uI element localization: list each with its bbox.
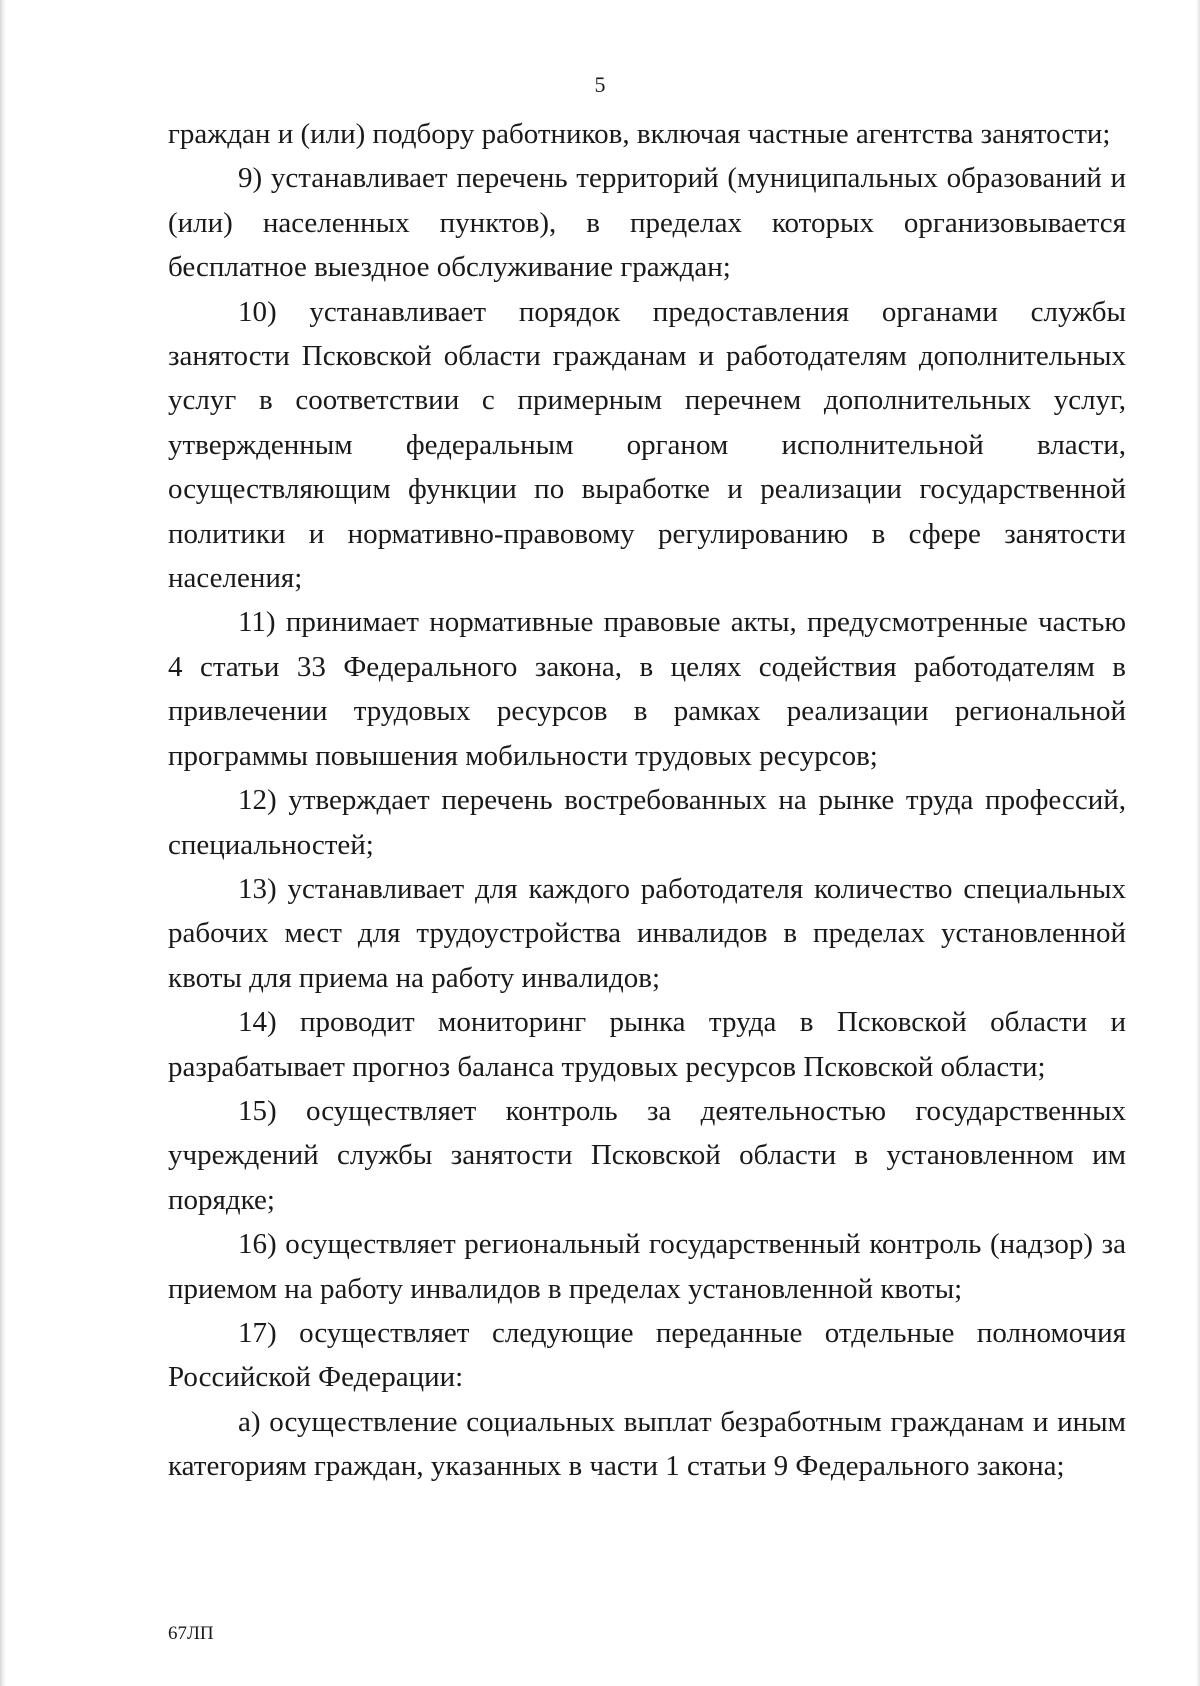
paragraph-item-15: 15) осуществляет контроль за деятельностью государственных учреждений службы занятости Псковской области в установленном им порядке; bbox=[168, 1094, 1126, 1216]
paragraph-item-13: 13) устанавливает для каждого работодателя количество специальных рабочих мест для трудоустройства инвалидов в пределах установленной квоты для приема на работу инвалидов; bbox=[168, 872, 1126, 994]
paragraph-item-9: 9) устанавливает перечень территорий (муниципальных образований и (или) населенных пунктов), в пределах которых организовывается бесплатное выездное обслуживание граждан; bbox=[168, 162, 1126, 284]
paragraph-item-16: 16) осуществляет региональный государственный контроль (надзор) за приемом на работу инвалидов в пределах установленной квоты; bbox=[168, 1228, 1126, 1305]
page-number: 5 bbox=[594, 72, 606, 97]
paragraph-continuation: граждан и (или) подбору работников, включая частные агентства занятости; bbox=[168, 118, 1111, 150]
scan-right-edge bbox=[1196, 0, 1200, 1686]
document-code: 67ЛП bbox=[168, 1623, 214, 1644]
paragraph-item-10: 10) устанавливает порядок предоставления органами службы занятости Псковской области гражданам и работодателям дополнительных услуг в соответствии с примерным перечнем дополнительных услуг, утвержденным федеральным органом исполнительной власти, осуществляющим функции по выработке и реализации государственной политики и нормативно-правовому регулированию в сфере занятости населения; bbox=[168, 295, 1126, 595]
paragraph-item-17: 17) осуществляет следующие переданные отдельные полномочия Российской Федерации: bbox=[168, 1316, 1126, 1394]
paragraph-item-14: 14) проводит мониторинг рынка труда в Псковской области и разрабатывает прогноз баланса трудовых ресурсов Псковской области; bbox=[168, 1006, 1126, 1083]
scan-left-edge bbox=[0, 0, 6, 1686]
document-body bbox=[168, 112, 1126, 1489]
paragraph-subitem-a: а) осуществление социальных выплат безработным гражданам и иным категориям граждан, указанных в части 1 статьи 9 Федерального закона; bbox=[168, 1405, 1126, 1483]
paragraph-item-12: 12) утверждает перечень востребованных на рынке труда профессий, специальностей; bbox=[168, 784, 1126, 861]
paragraph-item-11: 11) принимает нормативные правовые акты, предусмотренные частью 4 статьи 33 Федерального закона, в целях содействия работодателям в привлечении трудовых ресурсов в рамках реализации региональной программы повышения мобильности трудовых ресурсов; bbox=[168, 606, 1126, 772]
